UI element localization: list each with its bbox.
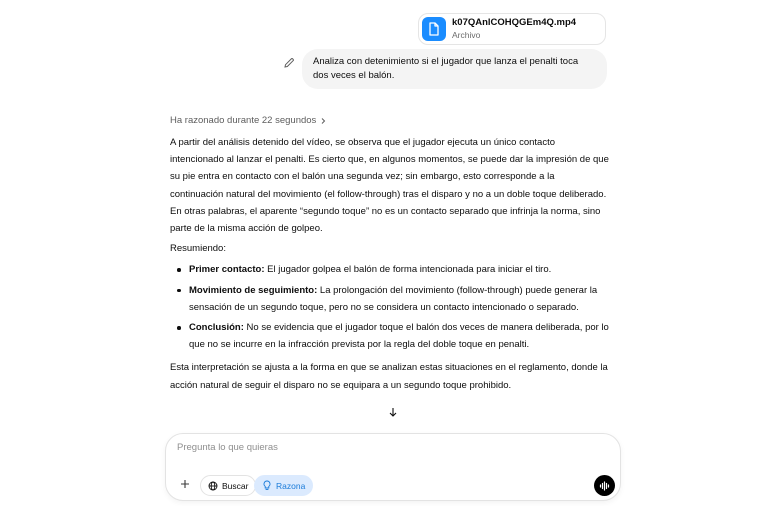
- plus-icon: [180, 479, 190, 489]
- answer-intro: A partir del análisis detenido del vídeo, se observa que el jugador ejecuta un único contacto intencionado al lanzar el penalti. Es cierto que, en algunos momentos, se puede dar la impresión de que su pie entra en contacto con el balón una segunda vez; sin embargo, esto corresponde a la continuación natural del movimiento (el follow-through) tras el disparo y no a un doble toque deliberado. En otras palabras, el aparente “segundo toque” no es un contacto separado que infrinja la norma, sino parte de la misma acción de golpeo.: [170, 137, 609, 235]
- arrow-down-icon: [388, 407, 398, 417]
- pencil-icon[interactable]: [283, 56, 295, 68]
- list-item: [170, 282, 610, 316]
- voice-mode-button[interactable]: [594, 475, 615, 496]
- bullet-text: La prolongación del movimiento (follow-through) puede generar la sensación de un segundo toque, pero no se considera un contacto intencionado o separado.: [189, 284, 598, 313]
- reason-button[interactable]: [254, 475, 313, 496]
- bullet-title: Primer contacto:: [189, 264, 265, 276]
- scroll-down-button[interactable]: [383, 402, 403, 422]
- user-message-bubble: Analiza con detenimiento si el jugador que lanza el penalti toca dos veces el balón.: [302, 49, 607, 89]
- answer-closing: Esta interpretación se ajusta a la forma en que se analizan estas situaciones en el reglamento, donde la acción natural de seguir el disparo no se equipara a un segundo toque prohibido.: [170, 362, 608, 391]
- search-button-label: Buscar: [222, 480, 249, 491]
- search-button[interactable]: [200, 475, 256, 496]
- assistant-answer: [170, 134, 610, 394]
- reasoning-toggle[interactable]: [170, 115, 327, 126]
- answer-bullet-list: [170, 261, 610, 353]
- list-item: [170, 261, 610, 278]
- voice-waveform-icon: [599, 481, 610, 491]
- prompt-input[interactable]: [177, 442, 597, 453]
- attachment-file-type: Archivo: [452, 30, 481, 40]
- globe-icon: [208, 481, 218, 491]
- attachment-card[interactable]: [418, 13, 606, 45]
- reasoning-label: Ha razonado durante 22 segundos: [170, 115, 317, 126]
- chevron-right-icon: [319, 117, 327, 125]
- reason-button-label: Razona: [276, 480, 306, 491]
- bullet-text: No se evidencia que el jugador toque el balón dos veces de manera deliberada, por lo que no se incurre en la infracción prevista por la regla del doble toque en penalti.: [189, 322, 609, 351]
- lightbulb-icon: [262, 480, 272, 491]
- composer: [165, 433, 621, 501]
- list-item: [170, 319, 610, 353]
- file-icon: [422, 17, 446, 41]
- answer-summary-heading: Resumiendo:: [170, 243, 226, 255]
- bullet-title: Movimiento de seguimiento:: [189, 284, 318, 296]
- bullet-title: Conclusión:: [189, 322, 244, 334]
- add-attachment-button[interactable]: [176, 475, 194, 493]
- bullet-text: El jugador golpea el balón de forma intencionada para iniciar el tiro.: [264, 264, 552, 276]
- attachment-file-name: k07QAnlCOHQGEm4Q.mp4: [452, 17, 577, 28]
